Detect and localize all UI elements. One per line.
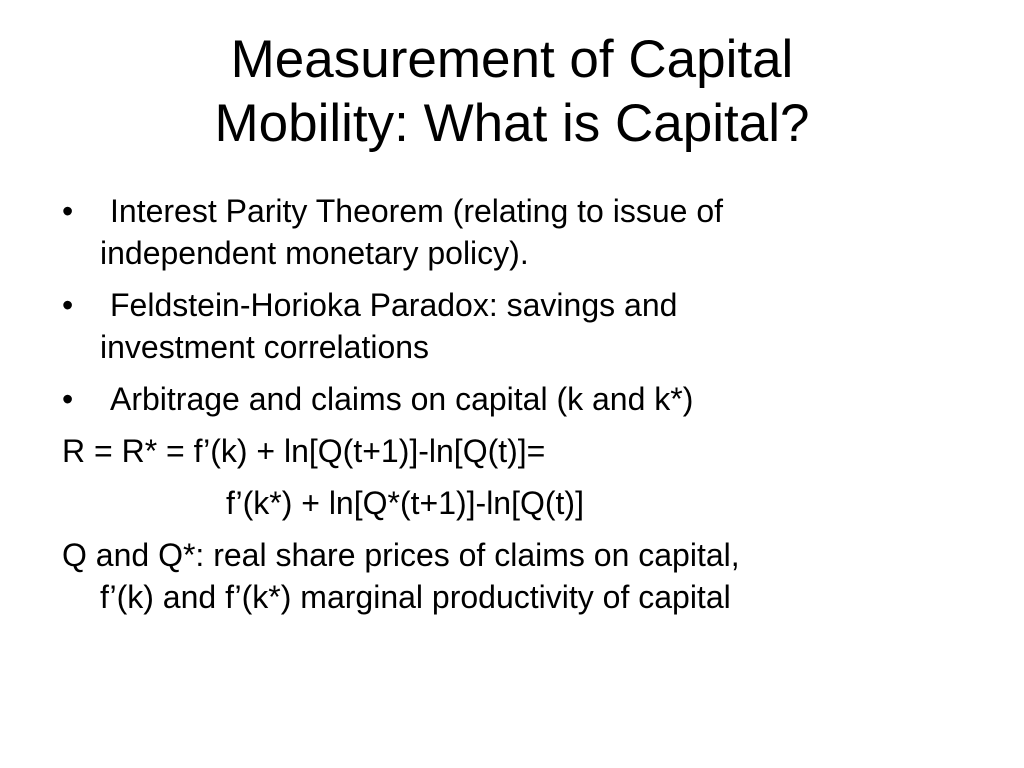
bullet-line-1: Feldstein-Horioka Paradox: savings and [110, 287, 678, 323]
bullet-line-1: Arbitrage and claims on capital (k and k*) [110, 381, 694, 417]
bullet-item-arbitrage [62, 378, 982, 420]
definition-line-1: Q and Q*: real share prices of claims on capital, [62, 537, 740, 573]
slide-body [62, 190, 982, 618]
bullet-item-feldstein-horioka [62, 284, 982, 368]
bullet-text [100, 190, 982, 274]
bullet-icon: • [62, 287, 74, 323]
bullet-line-1: Interest Parity Theorem (relating to issue of [110, 193, 724, 229]
definition-line-2: f’(k) and f’(k*) marginal productivity of capital [100, 579, 731, 615]
title-line-2: Mobility: What is Capital? [214, 94, 810, 153]
bullet-icon: • [62, 193, 74, 229]
bullet-item-interest-parity [62, 190, 982, 274]
bullet-text [100, 284, 982, 368]
equation-line-1: R = R* = f’(k) + ln[Q(t+1)]-ln[Q(t)]= [62, 433, 546, 469]
definition-paragraph [62, 534, 982, 618]
bullet-icon: • [62, 381, 74, 417]
bullet-text [100, 378, 982, 420]
equation-line-2: f’(k*) + ln[Q*(t+1)]-ln[Q(t)] [226, 485, 584, 521]
bullet-line-2: investment correlations [100, 329, 430, 365]
slide-title [40, 28, 984, 156]
bullet-line-2: independent monetary policy). [100, 235, 529, 271]
title-line-1: Measurement of Capital [230, 30, 794, 89]
